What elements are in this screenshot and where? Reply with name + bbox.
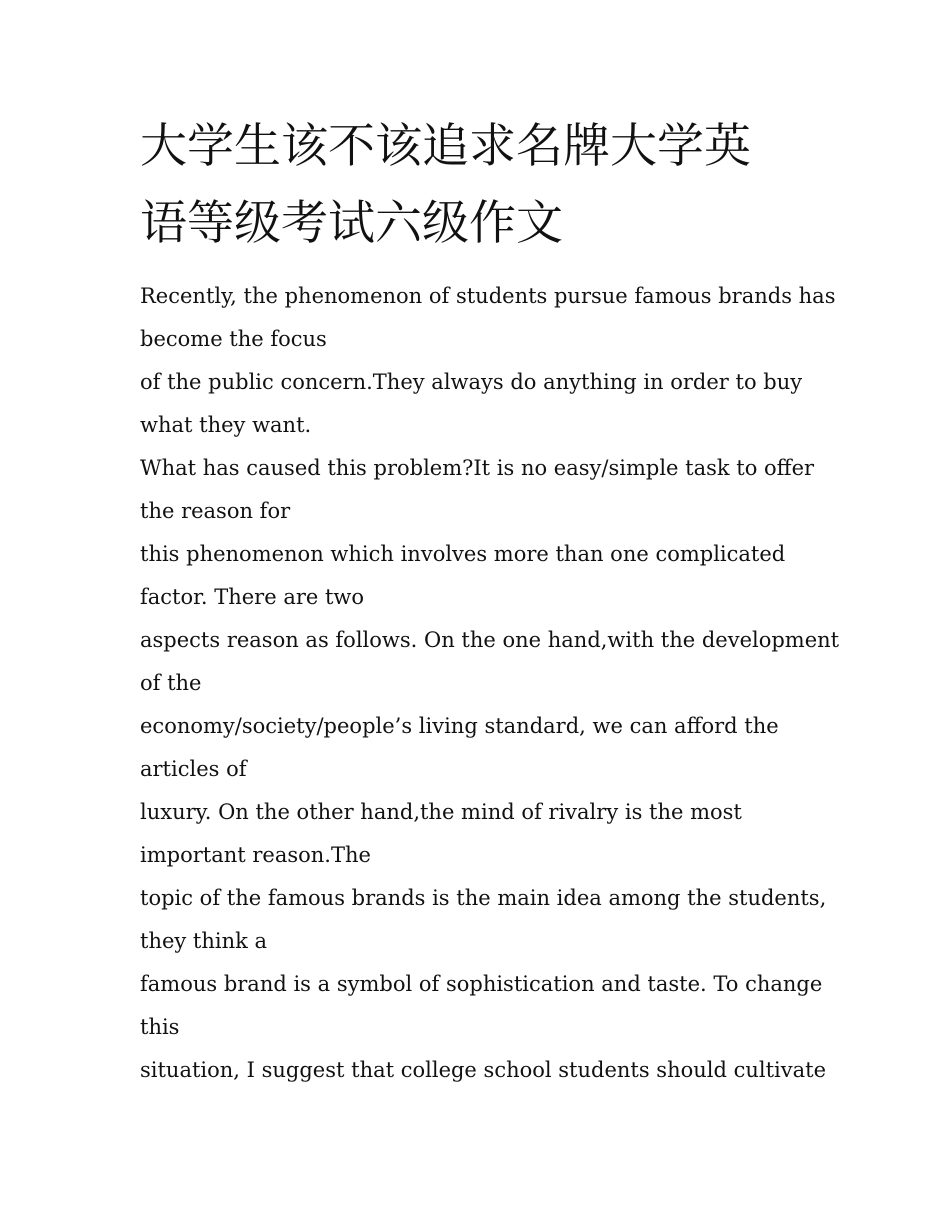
title-line: 大学生该不该追求名牌大学英 — [140, 119, 751, 174]
body-line: situation, I suggest that college school students should cultivate — [140, 1058, 827, 1082]
body-line: aspects reason as follows. On the one hand,with the development — [140, 628, 840, 652]
body-line: What has caused this problem?It is no easy/simple task to offer — [140, 456, 815, 480]
body-line: they think a — [140, 929, 268, 953]
body-line: luxury. On the other hand,the mind of rivalry is the most — [140, 800, 742, 824]
body-line: factor. There are two — [140, 585, 365, 609]
body-line: famous brand is a symbol of sophistication and taste. To change — [140, 972, 823, 996]
body-line: what they want. — [140, 413, 312, 437]
body-line: of the — [140, 671, 202, 695]
body-line: the reason for — [140, 499, 291, 523]
page-title — [140, 108, 820, 262]
body-line: articles of — [140, 757, 247, 781]
body-line: Recently, the phenomenon of students pursue famous brands has — [140, 284, 836, 308]
essay-body — [140, 275, 840, 1092]
body-line: this phenomenon which involves more than one complicated — [140, 542, 786, 566]
body-line: important reason.The — [140, 843, 371, 867]
body-line: of the public concern.They always do anything in order to buy — [140, 370, 803, 394]
body-line: economy/society/people’s living standard, we can afford the — [140, 714, 779, 738]
body-line: topic of the famous brands is the main idea among the students, — [140, 886, 827, 910]
body-line: become the focus — [140, 327, 327, 351]
body-line: this — [140, 1015, 180, 1039]
title-line: 语等级考试六级作文 — [140, 196, 563, 251]
